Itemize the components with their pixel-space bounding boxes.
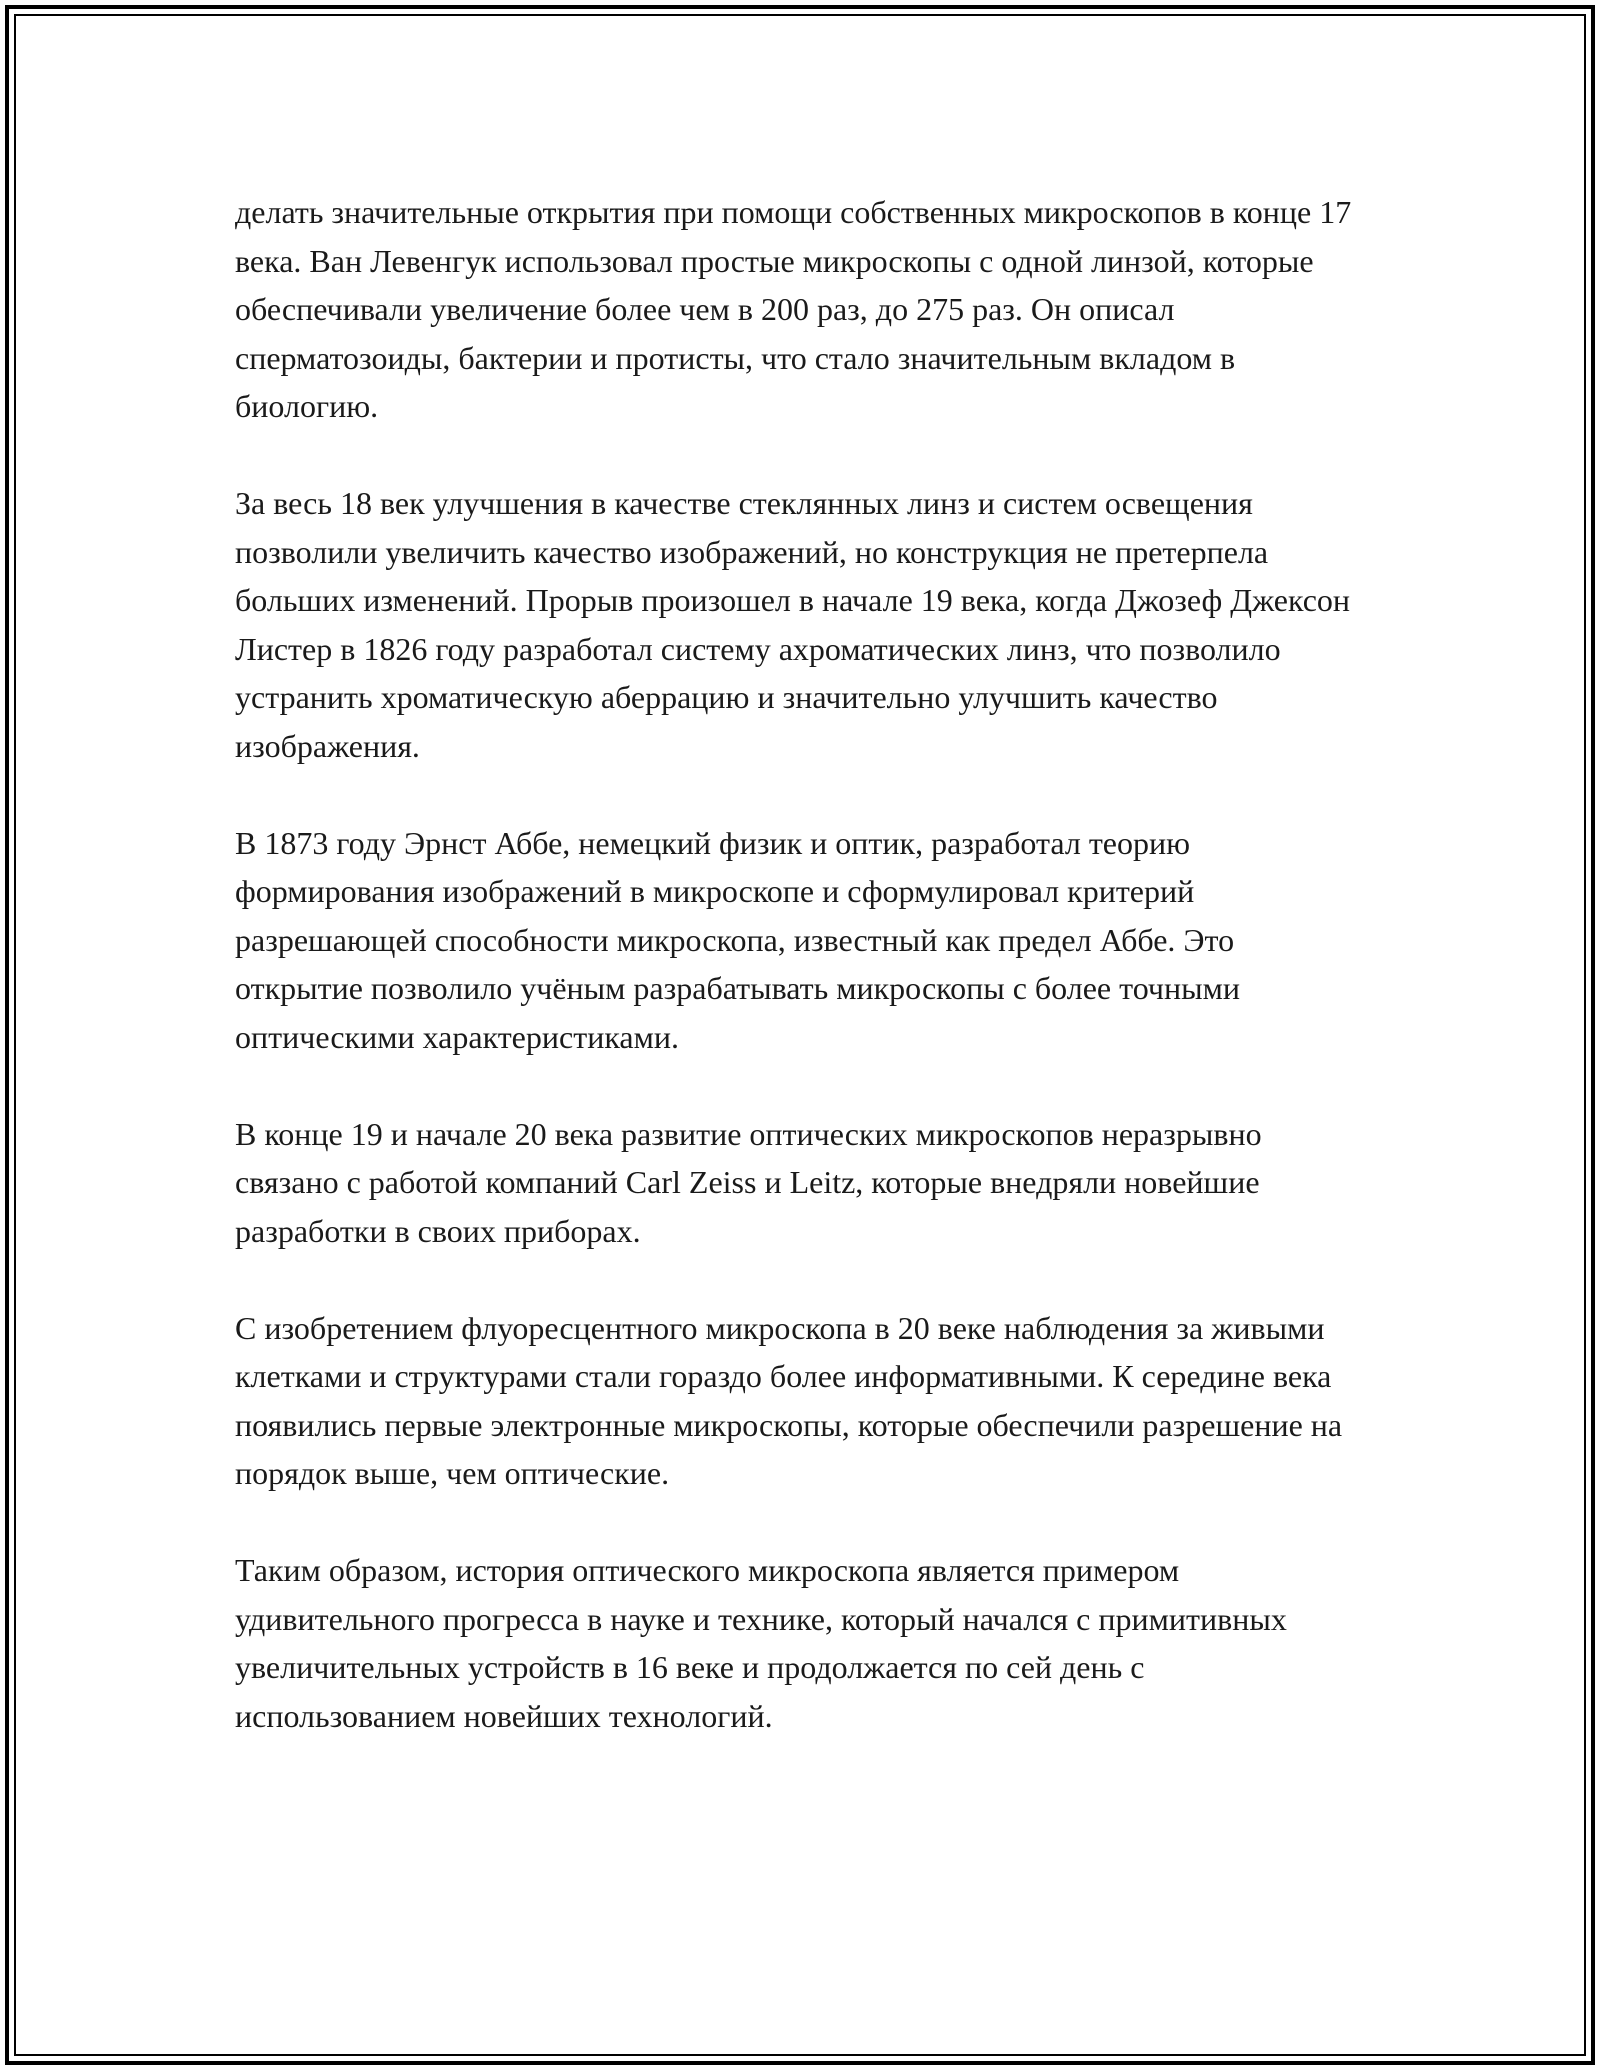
paragraph-abbe-limit: В 1873 году Эрнст Аббе, немецкий физик и оптик, разработал теорию формирования изображений в микроскопе и сформулировал критерий разрешающей способности микроскопа, известный как предел Аббе. Это открытие позволило учёным разрабатывать микроскопы с более точными оптическими характеристиками. — [235, 824, 1240, 1055]
paragraph-18th-century-lenses: За весь 18 век улучшения в качестве стеклянных линз и систем освещения позволили увеличить качество изображений, но конструкция не претерпела больших изменений. Прорыв произошел в начале 19 века, когда Джозеф Джексон Листер в 1826 году разработал систему ахроматических линз, что позволило устранить хроматическую аберрацию и значительно улучшить качество изображения. — [235, 485, 1351, 764]
document-body — [235, 188, 1360, 1789]
paragraph-zeiss-leitz: В конце 19 и начале 20 века развитие оптических микроскопов неразрывно связано с работой компаний Carl Zeiss и Leitz, которые внедряли новейшие разработки в своих приборах. — [235, 1115, 1262, 1249]
paragraph-leeuwenhoek: делать значительные открытия при помощи собственных микроскопов в конце 17 века. Ван Левенгук использовал простые микроскопы с одной линзой, которые обеспечивали увеличение более чем в 200 раз, до 275 раз. Он описал сперматозоиды, бактерии и протисты, что стало значительным вкладом в биологию. — [235, 194, 1352, 424]
paragraph-conclusion: Таким образом, история оптического микроскопа является примером удивительного прогресса в науке и технике, который начался с примитивных увеличительных устройств в 16 веке и продолжается по сей день с использованием новейших технологий. — [235, 1552, 1287, 1734]
paragraph-fluorescence-electron: С изобретением флуоресцентного микроскопа в 20 веке наблюдения за живыми клетками и структурами стали гораздо более информативными. К середине века появились первые электронные микроскопы, которые обеспечили разрешение на порядок выше, чем оптические. — [235, 1309, 1343, 1491]
